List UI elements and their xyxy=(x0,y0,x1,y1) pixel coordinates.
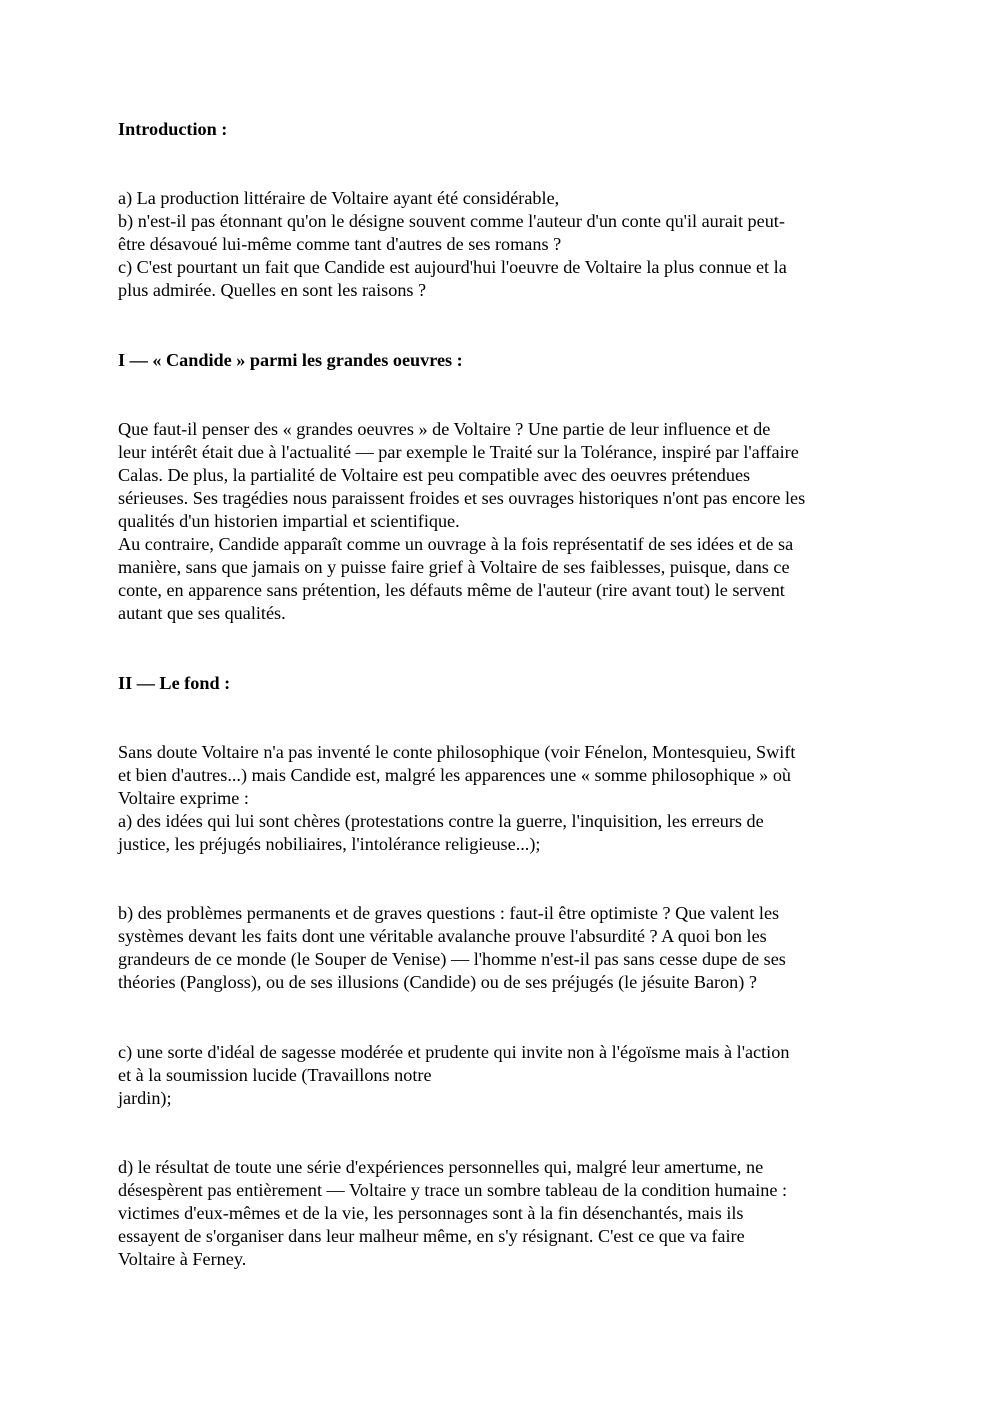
text-line: Sans doute Voltaire n'a pas inventé le conte philosophique (voir Fénelon, Montesquieu, Swift xyxy=(118,742,796,762)
section2-heading: II — Le fond : xyxy=(118,673,231,693)
text-line: théories (Pangloss), ou de ses illusions (Candide) ou de ses préjugés (le jésuite Baron) ? xyxy=(118,972,757,992)
text-line: désespèrent pas entièrement — Voltaire y trace un sombre tableau de la condition humaine : xyxy=(118,1180,788,1200)
text-line: essayent de s'organiser dans leur malheur même, en s'y résignant. C'est ce que va faire xyxy=(118,1226,745,1246)
text-line: autant que ses qualités. xyxy=(118,603,286,623)
text-line: Calas. De plus, la partialité de Voltaire est peu compatible avec des oeuvres prétendues xyxy=(118,465,751,485)
text-line: Voltaire à Ferney. xyxy=(118,1249,247,1269)
text-line: leur intérêt était due à l'actualité — par exemple le Traité sur la Tolérance, inspiré par l'affaire xyxy=(118,442,799,462)
text-line: Voltaire exprime : xyxy=(118,788,249,808)
section2-paragraph-c xyxy=(118,1041,888,1110)
text-line: c) C'est pourtant un fait que Candide est aujourd'hui l'oeuvre de Voltaire la plus connue et la xyxy=(118,257,787,277)
text-line: systèmes devant les faits dont une véritable avalanche prouve l'absurdité ? A quoi bon les xyxy=(118,926,767,946)
text-line: être désavoué lui-même comme tant d'autres de ses romans ? xyxy=(118,234,562,254)
text-line: manière, sans que jamais on y puisse faire grief à Voltaire de ses faiblesses, puisque, dans ce xyxy=(118,557,790,577)
section2-intro-paragraph xyxy=(118,741,888,856)
intro-paragraph xyxy=(118,187,888,302)
text-line: b) des problèmes permanents et de graves questions : faut-il être optimiste ? Que valent les xyxy=(118,903,780,923)
text-line: Que faut-il penser des « grandes oeuvres » de Voltaire ? Une partie de leur influence et de xyxy=(118,419,771,439)
section2-paragraph-d xyxy=(118,1156,888,1271)
intro-heading: Introduction : xyxy=(118,119,228,139)
text-line: a) La production littéraire de Voltaire ayant été considérable, xyxy=(118,188,560,208)
section2-paragraph-b xyxy=(118,902,888,994)
text-line: sérieuses. Ses tragédies nous paraissent froides et ses ouvrages historiques n'ont pas encore les xyxy=(118,488,806,508)
text-line: grandeurs de ce monde (le Souper de Venise) — l'homme n'est-il pas sans cesse dupe de ses xyxy=(118,949,786,969)
text-line: et bien d'autres...) mais Candide est, malgré les apparences une « somme philosophique » où xyxy=(118,765,792,785)
text-line: justice, les préjugés nobiliaires, l'intolérance religieuse...); xyxy=(118,834,541,854)
text-line: a) des idées qui lui sont chères (protestations contre la guerre, l'inquisition, les erreurs de xyxy=(118,811,764,831)
text-line: qualités d'un historien impartial et scientifique. xyxy=(118,511,460,531)
text-line: c) une sorte d'idéal de sagesse modérée et prudente qui invite non à l'égoïsme mais à l'action xyxy=(118,1042,790,1062)
text-line: conte, en apparence sans prétention, les défauts même de l'auteur (rire avant tout) le servent xyxy=(118,580,785,600)
text-line: d) le résultat de toute une série d'expériences personnelles qui, malgré leur amertume, ne xyxy=(118,1157,764,1177)
text-line: et à la soumission lucide (Travaillons notre xyxy=(118,1065,432,1085)
section1-paragraph xyxy=(118,418,888,625)
text-line: jardin); xyxy=(118,1088,172,1108)
text-line: Au contraire, Candide apparaît comme un ouvrage à la fois représentatif de ses idées et de sa xyxy=(118,534,794,554)
section1-heading: I — « Candide » parmi les grandes oeuvres : xyxy=(118,350,463,370)
text-line: b) n'est-il pas étonnant qu'on le désigne souvent comme l'auteur d'un conte qu'il aurait peut- xyxy=(118,211,785,231)
text-line: victimes d'eux-mêmes et de la vie, les personnages sont à la fin désenchantés, mais ils xyxy=(118,1203,744,1223)
text-line: plus admirée. Quelles en sont les raisons ? xyxy=(118,280,427,300)
